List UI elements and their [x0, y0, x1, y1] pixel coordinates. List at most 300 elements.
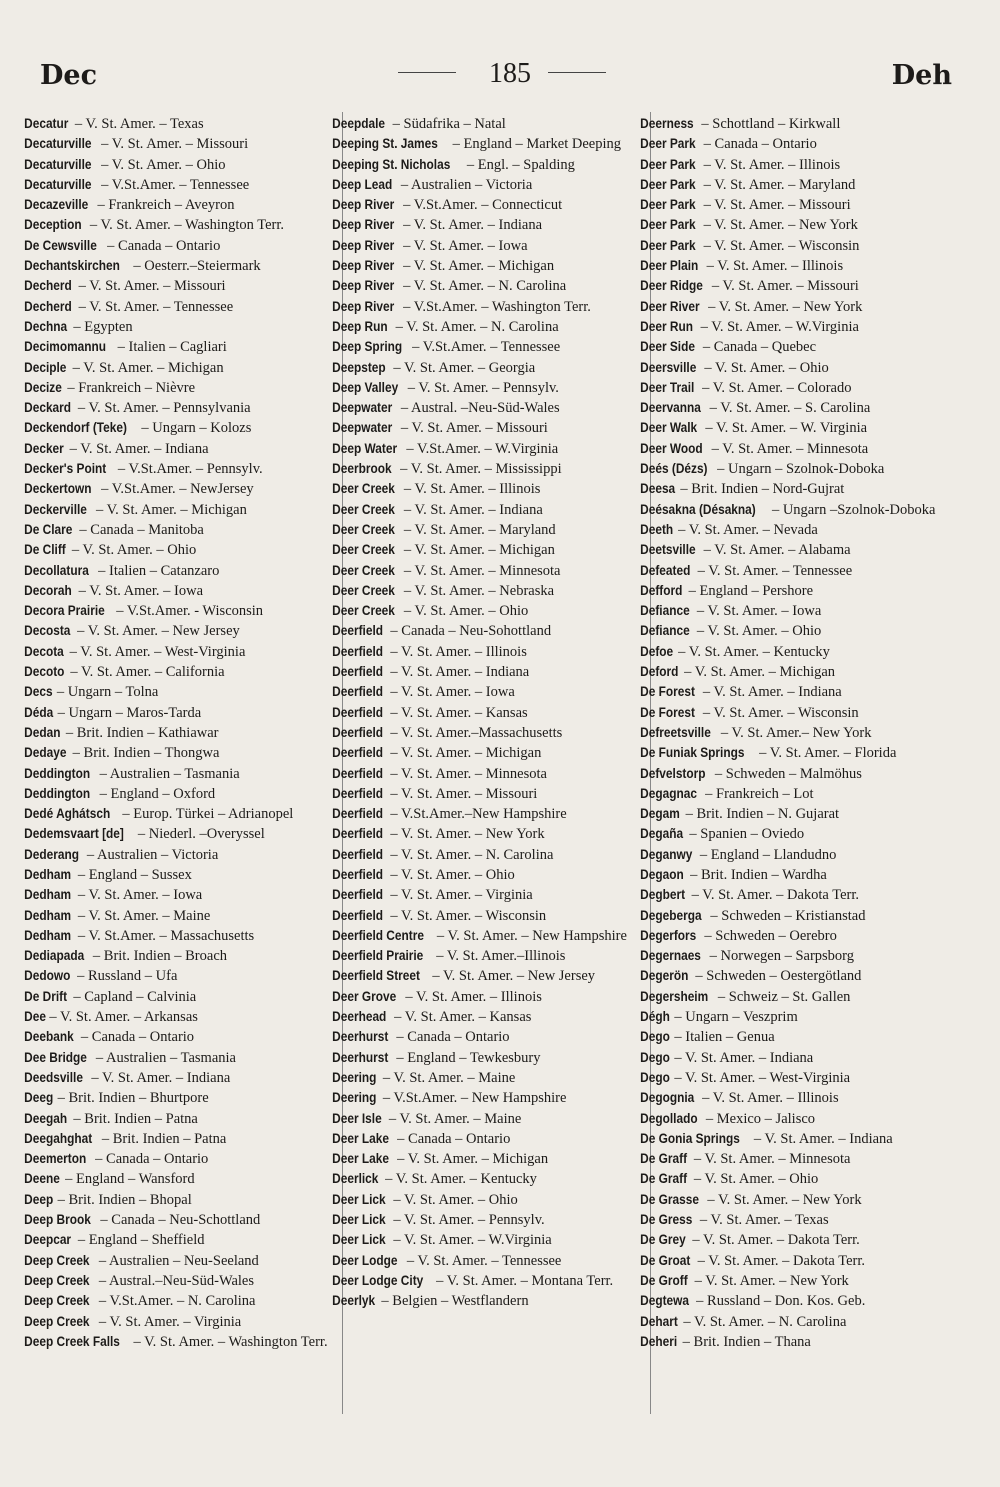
entry-location: England – Pershore: [699, 582, 814, 599]
entry-name: Dedé Aghátsch: [24, 806, 111, 822]
entry-location: V. St. Amer. – Dakota Terr.: [703, 1232, 860, 1249]
entry-location: V. St. Amer. – Michigan: [83, 359, 224, 376]
entry-location: Italien – Catanzaro: [109, 562, 220, 579]
entry-name: Deerfield: [332, 664, 384, 680]
entry: Deerness – Schottland – Kirkwall: [656, 114, 952, 134]
entry: Deering – V. St. Amer. – Maine: [348, 1068, 644, 1088]
entry: Deep Spring – V.St.Amer. – Tennessee: [348, 337, 644, 357]
entry-location: Ungarn – Veszprim: [685, 1009, 798, 1026]
entry-name: De Cewsville: [24, 237, 97, 253]
entry-location: V.St.Amer. – Tennessee: [422, 339, 561, 356]
entry-name: De Forest: [640, 704, 695, 720]
entry-name: Deckard: [24, 400, 72, 416]
entry: Deep River – V.St.Amer. – Washington Terr.: [348, 297, 644, 317]
page-header: [0, 52, 1000, 98]
entry: Deerfield – V. St. Amer. – Kansas: [348, 703, 644, 723]
entry-location: Norwegen – Sarpsborg: [720, 948, 854, 965]
entry-location: V. St. Amer. – Indiana: [713, 684, 842, 701]
entry-name: Deep Spring: [332, 339, 403, 355]
entry-location: Schweden – Oestergötland: [706, 968, 862, 985]
entry-name: Deerfield: [332, 724, 384, 740]
entry-location: Südafrika – Natal: [403, 116, 506, 132]
entry-name: Degollado: [640, 1110, 698, 1126]
entry: Deep River – V. St. Amer. – Iowa: [348, 236, 644, 256]
entry: Defford – England – Pershore: [656, 581, 952, 601]
entry-name: Decker's Point: [24, 461, 107, 477]
entry: Deerfield – V. St. Amer. – Illinois: [348, 642, 644, 662]
entry: Deckertown – V.St.Amer. – NewJersey: [40, 479, 336, 499]
entry-location: Canada – Ontario: [106, 1151, 209, 1168]
entry: Deerbrook – V. St. Amer. – Mississippi: [348, 459, 644, 479]
entry: De Cliff – V. St. Amer. – Ohio: [40, 540, 336, 560]
entry: Deervanna – V. St. Amer. – S. Carolina: [656, 398, 952, 418]
entry-location: V. St. Amer. – Indiana: [413, 217, 543, 234]
entry-location: V. St. Amer. – Dakota Terr.: [708, 1252, 865, 1269]
header-rule-right: [548, 72, 606, 73]
entry: Deer Creek – V. St. Amer. – Minnesota: [348, 561, 644, 581]
entry-location: V. St. Amer. – Kentucky: [688, 643, 830, 660]
entry-name: De Drift: [24, 988, 68, 1004]
entry-location: Spanien – Oviedo: [700, 826, 805, 843]
entry: Deganwy – England – Llandudno: [656, 845, 952, 865]
entry: De Forest – V. St. Amer. – Wisconsin: [656, 703, 952, 723]
entry-name: Deer Lick: [332, 1232, 386, 1248]
entry-location: Egypten: [84, 318, 133, 335]
entry-location: V.St.Amer. – N. Carolina: [109, 1293, 256, 1310]
entry-name: Degtewa: [640, 1293, 690, 1309]
entry: Deer Park – V. St. Amer. – New York: [656, 215, 952, 235]
entry-name: Deerfield: [332, 826, 384, 842]
entry-name: Deer Creek: [332, 582, 395, 598]
entry-location: V. St. Amer. – Ohio: [414, 603, 529, 620]
entry: Deer Lake – Canada – Ontario: [348, 1129, 644, 1149]
entry: Decorah – V. St. Amer. – Iowa: [40, 581, 336, 601]
entry-name: Deeping St. James: [332, 136, 438, 152]
entry-location: V.St.Amer. – Tennessee: [111, 176, 250, 193]
entry-name: Deep River: [332, 278, 395, 294]
entry: Deer Lick – V. St. Amer. – Ohio: [348, 1190, 644, 1210]
entry: Decatur – V. St. Amer. – Texas: [40, 114, 336, 134]
entry: Deemerton – Canada – Ontario: [40, 1149, 336, 1169]
entry-name: Decherd: [24, 298, 72, 314]
entry: Deedsville – V. St. Amer. – Indiana: [40, 1068, 336, 1088]
entry-location: Mexico – Jalisco: [716, 1110, 816, 1127]
entry-name: Deerfield: [332, 887, 384, 903]
entry-name: Deer Lodge: [332, 1252, 398, 1268]
entry-name: Dee: [24, 1009, 46, 1025]
entry-name: Deés (Dézs): [640, 461, 708, 477]
entry-name: Dedemsvaart [de]: [24, 826, 124, 842]
entry: De Grey – V. St. Amer. – Dakota Terr.: [656, 1230, 952, 1250]
entry-name: Defford: [640, 582, 683, 598]
entry: Deer Park – V. St. Amer. – Illinois: [656, 155, 952, 175]
entry-name: Deer Trail: [640, 379, 695, 395]
entry: De Groat – V. St. Amer. – Dakota Terr.: [656, 1251, 952, 1271]
entry-name: De Grey: [640, 1232, 686, 1248]
entry: Decs – Ungarn – Tolna: [40, 682, 336, 702]
entry-location: Capland – Calvinia: [84, 988, 197, 1005]
entry-location: V. St. Amer. – Illinois: [712, 1090, 839, 1107]
entry-location: Engl. – Spalding: [477, 156, 575, 173]
entry-location: Canada – Ontario: [407, 1029, 510, 1046]
entry-name: Deerlyk: [332, 1293, 376, 1309]
entry-location: V. St. Amer. – Indiana: [764, 1130, 893, 1147]
entry-location: V. St. Amer. – Wisconsin: [713, 704, 859, 721]
entry: Deckard – V. St. Amer. – Pennsylvania: [40, 398, 336, 418]
entry: Deep Creek – Austral.–Neu-Süd-Wales: [40, 1271, 336, 1291]
entry-location: V. St. Amer. – New York: [705, 1272, 849, 1289]
entry-location: Brit. Indien – Patna: [112, 1130, 227, 1147]
entry-name: Deer Lake: [332, 1130, 389, 1146]
entry-location: V. St. Amer. – Ohio: [111, 156, 226, 173]
entry-name: Deheri: [640, 1333, 678, 1349]
entry: Decaturville – V. St. Amer. – Ohio: [40, 155, 336, 175]
entry-location: V. St. Amer. – Virginia: [401, 887, 533, 904]
entry: De Graff – V. St. Amer. – Minnesota: [656, 1149, 952, 1169]
entry-name: Deer Plain: [640, 258, 699, 274]
entry-location: V. St. Amer. – Pennsylvania: [88, 400, 251, 417]
entry-name: Deckerville: [24, 501, 87, 517]
entry-location: V. St. Amer. – Pennsylv.: [404, 1212, 545, 1229]
entry: De Cewsville – Canada – Ontario: [40, 236, 336, 256]
entry-location: Russland – Don. Kos. Geb.: [707, 1293, 866, 1310]
entry-location: Brit. Indien – Nord-Gujrat: [691, 481, 845, 498]
entry-name: Defiance: [640, 623, 690, 639]
entry-location: V. St. Amer. – California: [81, 664, 225, 681]
entry-location: V. St. Amer. – Ohio: [704, 1171, 819, 1188]
entry-name: Deep River: [332, 298, 395, 314]
entry: Deception – V. St. Amer. – Washington Terr.: [40, 215, 336, 235]
entry-location: V. St. Amer. – Michigan: [694, 664, 836, 681]
entry-name: Dediapada: [24, 948, 85, 964]
entry-location: V. St. Amer. – New Jersey: [443, 968, 596, 985]
entry-location: Europ. Türkei – Adrianopel: [133, 806, 294, 823]
entry-name: Deer Park: [640, 197, 696, 213]
entry-location: V. St. Amer. – Indiana: [80, 440, 209, 457]
entry-location: Ungarn – Szolnok-Doboka: [728, 461, 885, 478]
entry: Deerhead – V. St. Amer. – Kansas: [348, 1007, 644, 1027]
entry: Deer Isle – V. St. Amer. – Maine: [348, 1109, 644, 1129]
page-number: 185: [489, 58, 531, 89]
entry: Deer Creek – V. St. Amer. – Illinois: [348, 479, 644, 499]
entry-location: V. St. Amer. – Maryland: [414, 521, 556, 538]
entry-location: V. St. Amer. – New York: [714, 217, 858, 234]
entry-location: V. St. Amer. – Indiana: [414, 501, 543, 518]
entry: Deep – Brit. Indien – Bhopal: [40, 1190, 336, 1210]
entry: Degtewa – Russland – Don. Kos. Geb.: [656, 1291, 952, 1311]
entry-name: Decaturville: [24, 156, 92, 172]
entry-location: V.St.Amer. – Pennsylv.: [128, 461, 263, 478]
entry: Deep Water – V.St.Amer. – W.Virginia: [348, 439, 644, 459]
entry-name: Deep Water: [332, 440, 398, 456]
entry-name: Deer Side: [640, 339, 695, 355]
entry-location: Russland – Ufa: [88, 968, 178, 985]
entry-location: Canada – Ontario: [408, 1130, 511, 1147]
entry-name: De Groat: [640, 1252, 691, 1268]
entry-name: Decaturville: [24, 176, 92, 192]
entry-location: Australien – Victoria: [96, 846, 219, 863]
entry-name: Deepstep: [332, 359, 386, 375]
entry-name: Deerfield: [332, 785, 384, 801]
entry-name: Deerfield: [332, 704, 384, 720]
entry-name: Deer Run: [640, 318, 693, 334]
entry-location: England – Market Deeping: [463, 136, 621, 153]
entry: De Gress – V. St. Amer. – Texas: [656, 1210, 952, 1230]
entry: Deer Park – Canada – Ontario: [656, 134, 952, 154]
entry: Defvelstorp – Schweden – Malmöhus: [656, 764, 952, 784]
entry-name: Deepwater: [332, 400, 393, 416]
entry-location: V. St. Amer. – Ohio: [404, 1191, 518, 1208]
entry-name: Deer Isle: [332, 1110, 382, 1126]
entry-name: Deer Grove: [332, 988, 397, 1004]
entry-location: V. St. Amer.–Illinois: [446, 948, 566, 965]
entry-location: England – Sussex: [88, 866, 192, 883]
entry: Degerön – Schweden – Oestergötland: [656, 966, 952, 986]
entry: Decota – V. St. Amer. – West-Virginia: [40, 642, 336, 662]
entry-location: V. St. Amer. – Colorado: [712, 379, 852, 396]
entry: Defeated – V. St. Amer. – Tennessee: [656, 561, 952, 581]
entry-name: Decollatura: [24, 562, 89, 578]
entry: Decazeville – Frankreich – Aveyron: [40, 195, 336, 215]
entry-location: V. St. Amer. – Indiana: [102, 1069, 231, 1086]
entry: Dee Bridge – Australien – Tasmania: [40, 1048, 336, 1068]
entry-name: Deegahghat: [24, 1130, 93, 1146]
entry: Dechantskirchen – Oesterr.–Steiermark: [40, 256, 336, 276]
entry-location: Ungarn – Tolna: [67, 684, 159, 701]
entry-name: Deep Creek: [24, 1272, 90, 1288]
entry-name: Deep Creek Falls: [24, 1333, 120, 1349]
entry-location: V. St. Amer. – Minnesota: [704, 1151, 851, 1168]
entry-name: Deckendorf (Teke): [24, 420, 127, 436]
entry-location: V. St. Amer. – Ohio: [82, 542, 197, 559]
entry-location: V. St. Amer. – Dakota Terr.: [702, 887, 859, 904]
entry-name: Deerfield: [332, 684, 384, 700]
entry: Dederang – Australien – Victoria: [40, 845, 336, 865]
entry-name: Deerfield: [332, 806, 384, 822]
entry: Deep Lead – Australien – Victoria: [348, 175, 644, 195]
entry-name: Deer Lick: [332, 1212, 386, 1228]
entry-name: Dedowo: [24, 968, 71, 984]
entry: Deddington – England – Oxford: [40, 784, 336, 804]
entry: Deerfield – V. St. Amer. – New York: [348, 824, 644, 844]
entry: Dechna – Egypten: [40, 317, 336, 337]
entry-name: Decazeville: [24, 197, 89, 213]
entry: De Funiak Springs – V. St. Amer. – Florida: [656, 743, 952, 763]
entry: Deepcar – England – Sheffield: [40, 1230, 336, 1250]
entry-name: Deer Park: [640, 237, 696, 253]
entry: Defiance – V. St. Amer. – Ohio: [656, 621, 952, 641]
entry-location: Brit. Indien – Bhopal: [68, 1191, 192, 1208]
entry-name: Deep: [24, 1191, 54, 1207]
entry: Deheri – Brit. Indien – Thana: [656, 1332, 952, 1352]
entry-location: Brit. Indien – Broach: [103, 948, 228, 965]
entry: Dego – Italien – Genua: [656, 1027, 952, 1047]
entry-name: De Grasse: [640, 1191, 699, 1207]
entry-location: V. St. Amer. – Missouri: [89, 278, 226, 295]
entry-name: Deep Creek: [24, 1293, 90, 1309]
entry-location: V. St. Amer. – Wisconsin: [401, 907, 547, 924]
entry-location: V. St. Amer. – West-Virginia: [80, 643, 246, 660]
entry-name: Deepdale: [332, 116, 385, 131]
entry-location: V. St. Amer. – Texas: [710, 1212, 829, 1229]
entry-name: Deer Lick: [332, 1191, 386, 1207]
entry-location: V. St. Amer. – Ohio: [707, 623, 822, 640]
entry: Deer Creek – V. St. Amer. – Maryland: [348, 520, 644, 540]
entry-name: Decaturville: [24, 136, 92, 152]
entry-location: Brit. Indien – Kathiawar: [76, 724, 219, 741]
entry-location: V. St. Amer. – W. Virginia: [716, 420, 868, 437]
entry-location: Brit. Indien – Thana: [693, 1333, 811, 1350]
entry-location: V. St. Amer. – New York: [718, 1191, 862, 1208]
entry: Deerfield – V. St. Amer. – Ohio: [348, 865, 644, 885]
entry-location: V. St. Amer. – Tennessee: [708, 562, 853, 579]
entry: Deerhurst – England – Tewkesbury: [348, 1048, 644, 1068]
entry: Deckendorf (Teke) – Ungarn – Kolozs: [40, 418, 336, 438]
entry-name: Deepwater: [332, 420, 393, 436]
entry: De Clare – Canada – Manitoba: [40, 520, 336, 540]
entry-name: Deerhead: [332, 1009, 387, 1025]
entry-location: Canada – Ontario: [91, 1029, 195, 1046]
entry: Deer Lick – V. St. Amer. – Pennsylv.: [348, 1210, 644, 1230]
entry-name: Decatur: [24, 116, 69, 131]
entry: Deerfield – V.St.Amer.–New Hampshire: [348, 804, 644, 824]
entry-name: Dedham: [24, 907, 72, 923]
entry-location: V. St. Amer. – Texas: [85, 116, 204, 132]
entry: Degam – Brit. Indien – N. Gujarat: [656, 804, 952, 824]
entry-name: Deerfield: [332, 745, 384, 761]
entry: Degerfors – Schweden – Oerebro: [656, 926, 952, 946]
entry: Deerhurst – Canada – Ontario: [348, 1027, 644, 1047]
header-rule-left: [398, 72, 456, 73]
entry-name: Deep Valley: [332, 379, 399, 395]
entry-name: Deerfield Street: [332, 968, 420, 984]
entry: Decherd – V. St. Amer. – Tennessee: [40, 297, 336, 317]
entry-location: V. St. Amer. – Illinois: [414, 481, 541, 498]
entry-name: De Cliff: [24, 542, 66, 558]
entry-location: V. St. Amer. – Alabama: [714, 542, 851, 559]
entry: Déda – Ungarn – Maros-Tarda: [40, 703, 336, 723]
entry: Dégh – Ungarn – Veszprim: [656, 1007, 952, 1027]
entry: Defoe – V. St. Amer. – Kentucky: [656, 642, 952, 662]
entry-location: V. St. Amer. – Pennsylv.: [418, 379, 559, 396]
entry: De Graff – V. St. Amer. – Ohio: [656, 1169, 952, 1189]
entry-location: Ungarn –Szolnok-Doboka: [782, 501, 936, 518]
entry-name: Degagnac: [640, 785, 697, 801]
entry-location: V. St. Amer. – Indiana: [685, 1049, 814, 1066]
entry-name: Deep River: [332, 217, 395, 233]
entry-name: De Groff: [640, 1272, 688, 1288]
entry-name: Deep Creek: [24, 1252, 90, 1268]
entry: Dedaye – Brit. Indien – Thongwa: [40, 743, 336, 763]
entry-location: V. St. Amer. – Washington Terr.: [144, 1333, 328, 1350]
entry-name: Deene: [24, 1171, 60, 1187]
entry-name: Deesa: [640, 481, 676, 497]
entry-location: Italien – Genua: [685, 1029, 775, 1046]
entry-location: V. St. Amer. – Minnesota: [401, 765, 547, 782]
entry-name: De Funiak Springs: [640, 745, 745, 761]
entry-location: V. St. Amer. – New York: [718, 298, 863, 315]
entry: Decker's Point – V.St.Amer. – Pennsylv.: [40, 459, 336, 479]
entry-name: De Gonia Springs: [640, 1130, 740, 1146]
entry-location: V. St. Amer. – Iowa: [413, 237, 528, 254]
entry: Deciple – V. St. Amer. – Michigan: [40, 358, 336, 378]
entry: Deerfield Street – V. St. Amer. – New Jersey: [348, 966, 644, 986]
entry-location: Frankreich – Lot: [716, 785, 814, 802]
entry: De Forest – V. St. Amer. – Indiana: [656, 682, 952, 702]
entry-location: Ungarn – Maros-Tarda: [68, 704, 202, 721]
entry: Deckerville – V. St. Amer. – Michigan: [40, 500, 336, 520]
entry-name: Dedan: [24, 724, 61, 740]
entry: Deeg – Brit. Indien – Bhurtpore: [40, 1088, 336, 1108]
entry-location: V. St. Amer. – Missouri: [111, 136, 249, 153]
entry-location: V. St. Amer. – Virginia: [109, 1313, 242, 1330]
entry-location: V. St. Amer. – Tennessee: [89, 298, 234, 315]
entry-location: V.St.Amer.–New Hampshire: [401, 806, 567, 823]
entry-location: Austral. –Neu-Süd-Wales: [410, 400, 560, 417]
entry: Dedan – Brit. Indien – Kathiawar: [40, 723, 336, 743]
entry: Deer Plain – V. St. Amer. – Illinois: [656, 256, 952, 276]
entry: Deersville – V. St. Amer. – Ohio: [656, 358, 952, 378]
entry-location: V. St. Amer. – Tennessee: [417, 1252, 562, 1269]
entry-location: Brit. Indien – Bhurtpore: [68, 1090, 209, 1107]
entry-location: Schottland – Kirkwall: [712, 116, 841, 132]
entry-location: Brit. Indien – Thongwa: [83, 745, 220, 762]
entry-location: Australien – Neu-Seeland: [109, 1252, 259, 1269]
entry: Deerfield – Canada – Neu-Sohottland: [348, 621, 644, 641]
entry-location: V. St. Amer. – Washington Terr.: [100, 217, 285, 234]
entry-location: V. St. Amer. – N. Carolina: [413, 278, 567, 295]
entry: Deer Creek – V. St. Amer. – Indiana: [348, 500, 644, 520]
entry-location: V. St. Amer. – S. Carolina: [720, 400, 871, 417]
entry: Dego – V. St. Amer. – West-Virginia: [656, 1068, 952, 1088]
entry-location: V. St. Amer. – Maine: [88, 907, 211, 924]
entry-location: V. St. Amer. – N. Carolina: [694, 1313, 847, 1330]
entry-location: V. St. Amer. – Illinois: [401, 643, 527, 660]
entry-name: Deegah: [24, 1110, 68, 1126]
entry-location: Brit. Indien – Patna: [84, 1110, 198, 1127]
entry: Deer Grove – V. St. Amer. – Illinois: [348, 987, 644, 1007]
entry-name: Deer Park: [640, 217, 696, 233]
entry: Deésakna (Désakna) – Ungarn –Szolnok-Doboka: [656, 500, 952, 520]
entry-location: England – Sheffield: [88, 1232, 205, 1249]
entry-location: Canada – Manitoba: [90, 521, 204, 538]
entry-name: Decota: [24, 643, 64, 659]
entry-location: V. St. Amer. – Kentucky: [395, 1171, 537, 1188]
entry: Deerfield – V. St. Amer. – Virginia: [348, 885, 644, 905]
entry-location: V.St.Amer. – W.Virginia: [417, 440, 559, 457]
entry: Deep Creek Falls – V. St. Amer. – Washington Terr.: [40, 1332, 336, 1352]
entry-location: V. St. Amer. – Michigan: [401, 745, 542, 762]
entry: Deerfield – V. St. Amer. – N. Carolina: [348, 845, 644, 865]
entry-name: Deer Lodge City: [332, 1272, 424, 1288]
entry-name: Decosta: [24, 623, 71, 639]
entry: Deer Park – V. St. Amer. – Missouri: [656, 195, 952, 215]
entry-name: Degognia: [640, 1090, 695, 1106]
entry-name: Deer Wood: [640, 440, 703, 456]
entry: Deer Park – V. St. Amer. – Maryland: [656, 175, 952, 195]
entry-name: Dedham: [24, 866, 72, 882]
entry-name: Deemerton: [24, 1151, 87, 1167]
entry-name: Deep River: [332, 258, 395, 274]
entry-name: Deer Ridge: [640, 278, 703, 294]
entry: Deer Walk – V. St. Amer. – W. Virginia: [656, 418, 952, 438]
entry-name: Deer Creek: [332, 521, 395, 537]
entry-name: De Clare: [24, 521, 73, 537]
entry-name: Dedham: [24, 927, 72, 943]
entry: Deer Lake – V. St. Amer. – Michigan: [348, 1149, 644, 1169]
entry-name: Deepcar: [24, 1232, 72, 1248]
entry: Deep River – V. St. Amer. – Indiana: [348, 215, 644, 235]
